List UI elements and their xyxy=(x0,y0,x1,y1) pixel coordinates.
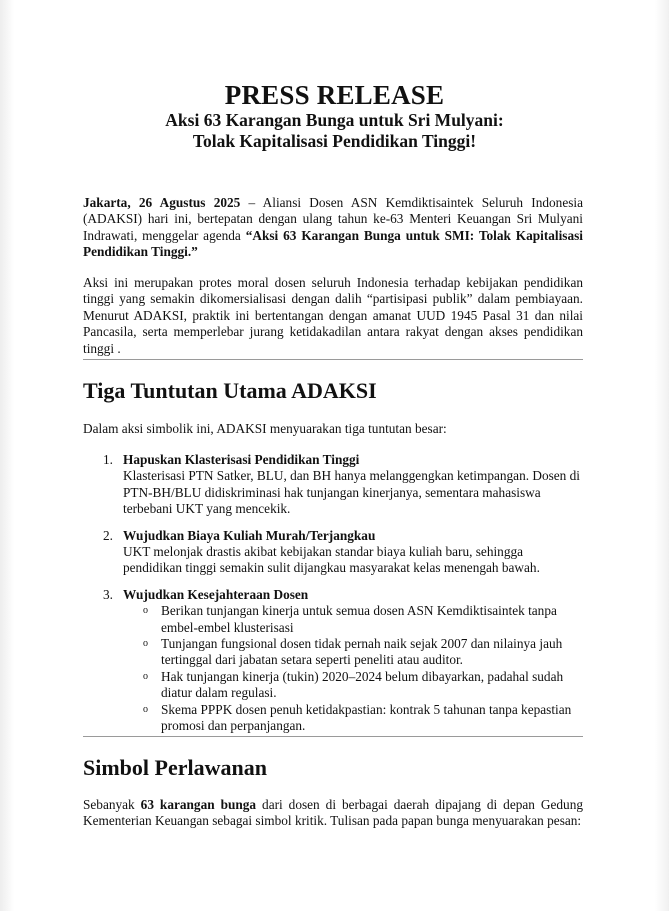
item-description: Klasterisasi PTN Satker, BLU, dan BH hanya melanggengkan ketimpangan. Dosen di PTN-BH/BLU didiskriminasi hak tunjangan kinerjanya, sementara mahasiswa terbebani UKT yang mencekik. xyxy=(123,468,581,517)
item-title: Hapuskan Klasterisasi Pendidikan Tinggi xyxy=(123,452,360,467)
item-number: 1. xyxy=(103,452,113,467)
paragraph-2: Aksi ini merupakan protes moral dosen seluruh Indonesia terhadap kebijakan pendidikan tinggi yang semakin dikomersialisasi dengan dalih “partisipasi publik” dalam pembiayaan. Menurut ADAKSI, praktik ini bertentangan dengan amanat UUD 1945 Pasal 31 dan nilai Pancasila, serta memperlebar jurang ketidakadilan antara rakyat dengan akses pendidikan tinggi . xyxy=(83,275,583,356)
intro-body: – Aliansi Dosen ASN Kemdiktisaintek Seluruh Indonesia (ADAKSI) hari ini, bertepatan dengan ulang tahun ke-63 Menteri Keuangan Sri Mulyani Indrawati, menggelar agenda xyxy=(83,195,583,243)
section-2-paragraph-block xyxy=(83,797,583,830)
sub-bullet-text: Skema PPPK dosen penuh ketidakpastian: kontrak 5 tahunan tanpa kepastian promosi dan perpanjangan. xyxy=(161,701,572,734)
item-description: UKT melonjak drastis akibat kebijakan standar biaya kuliah baru, sehingga pendidikan tinggi semakin sulit dijangkau masyarakat kelas menengah bawah. xyxy=(123,544,540,576)
intro-paragraph xyxy=(83,195,583,261)
section-1-lead-block xyxy=(83,421,583,437)
paragraph-2-block xyxy=(83,275,583,357)
intro-paragraph-block xyxy=(83,195,583,261)
sub-bullet-text: Hak tunjangan kinerja (tukin) 2020–2024 belum dibayarkan, padahal sudah diatur dalam regulasi. xyxy=(161,668,564,701)
section-divider-1 xyxy=(83,359,583,360)
sub-bullet-text: Berikan tunjangan kinerja untuk semua dosen ASN Kemdiktisaintek tanpa embel-embel klusterisasi xyxy=(161,603,557,635)
agenda-title: “Aksi 63 Karangan Bunga untuk SMI: Tolak Kapitalisasi Pendidikan Tinggi.” xyxy=(83,227,583,260)
dateline: Jakarta, 26 Agustus 2025 xyxy=(83,195,241,210)
subtitle-line-2: Tolak Kapitalisasi Pendidikan Tinggi! xyxy=(192,131,477,151)
section-1-lead: Dalam aksi simbolik ini, ADAKSI menyuarakan tiga tuntutan besar: xyxy=(83,421,447,436)
text-bold: 63 karangan bunga xyxy=(140,797,257,812)
item-title: Wujudkan Biaya Kuliah Murah/Terjangkau xyxy=(123,527,376,543)
item-number: 3. xyxy=(103,586,113,602)
text-after: dari dosen di berbagai daerah dipajang di depan Gedung Kementerian Keuangan sebagai simbol kritik. Tulisan pada papan bunga menyuarakan pesan: xyxy=(83,797,584,829)
sub-bullet-item xyxy=(103,669,583,702)
section-heading-simbol: Simbol Perlawanan xyxy=(83,755,267,780)
document-subtitle xyxy=(0,110,669,152)
bullet-icon: o xyxy=(143,703,148,715)
item-number: 2. xyxy=(103,527,113,543)
section-heading-tuntutan: Tiga Tuntutan Utama ADAKSI xyxy=(83,378,377,403)
document-title: PRESS RELEASE xyxy=(224,80,445,110)
sub-bullet-item xyxy=(103,636,583,669)
list-item xyxy=(103,452,583,518)
text-before: Sebanyak xyxy=(83,797,141,812)
demands-list xyxy=(103,452,583,745)
item-title: Wujudkan Kesejahteraan Dosen xyxy=(123,586,309,602)
sub-bullet-text: Tunjangan fungsional dosen tidak pernah naik sejak 2007 dan nilainya jauh tertinggal dari jabatan setara seperti peneliti atau auditor. xyxy=(161,636,563,668)
sub-bullet-item xyxy=(103,603,583,636)
sub-bullet-item xyxy=(103,702,583,735)
section-divider-2 xyxy=(83,736,583,737)
list-item xyxy=(103,587,583,735)
subtitle-line-1: Aksi 63 Karangan Bunga untuk Sri Mulyani: xyxy=(165,110,504,130)
bullet-icon: o xyxy=(143,605,148,617)
bullet-icon: o xyxy=(143,638,148,650)
list-item xyxy=(103,528,583,577)
bullet-icon: o xyxy=(143,670,148,682)
section-2-paragraph xyxy=(83,797,583,830)
sub-bullet-list xyxy=(103,603,583,734)
